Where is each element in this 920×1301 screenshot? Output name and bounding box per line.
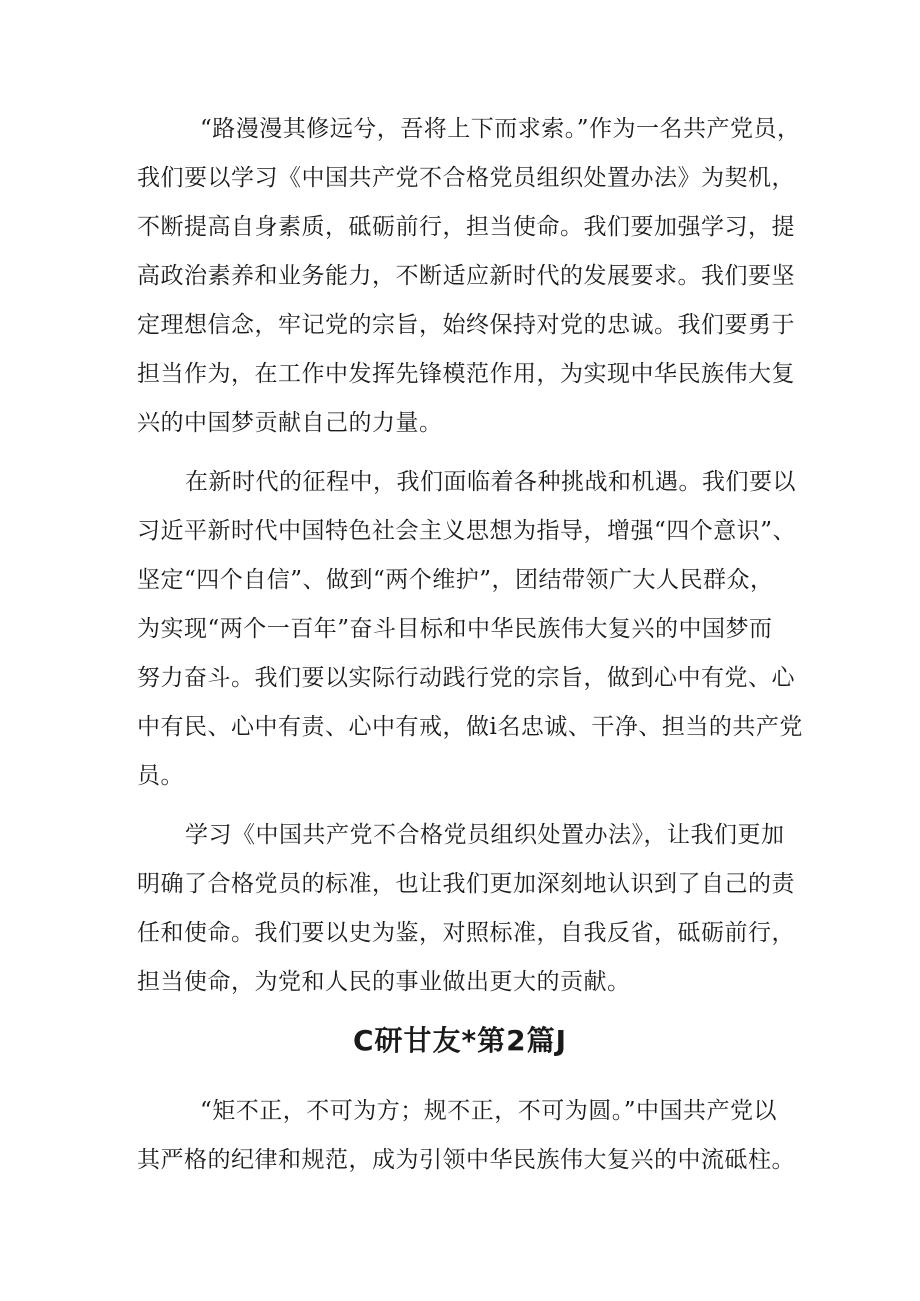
paragraph-line: 任和使命。我们要以史为鉴，对照标准，自我反省，砥砺前行， <box>137 920 795 946</box>
paragraph-line: 兴的中国梦贡献自己的力量。 <box>137 410 443 436</box>
paragraph-line: 中有民、心中有责、心中有戒，做i名忠诚、干净、担当的共产党 <box>137 714 803 740</box>
paragraph-line: 明确了合格党员的标准，也让我们更加深刻地认识到了自己的责 <box>137 871 795 897</box>
paragraph-line: 学习《中国共产党不合格党员组织处置办法》，让我们更加 <box>185 822 785 848</box>
paragraph-line: 员。 <box>137 763 184 789</box>
paragraph-line: 不断提高自身素质，砥砺前行，担当使命。我们要加强学习，提 <box>137 214 795 240</box>
paragraph-line: 担当作为，在工作中发挥先锋模范作用，为实现中华民族伟大复 <box>137 361 795 387</box>
paragraph-line: 在新时代的征程中，我们面临着各种挑战和机遇。我们要以 <box>185 469 796 495</box>
paragraph-line: 坚定“四个自信”、做到“两个维护”，团结带领广大人民群众， <box>137 567 774 593</box>
paragraph-line: “路漫漫其修远兮，吾将上下而求索。”作为一名共产党员， <box>200 116 801 142</box>
section-heading: C研甘友*第2篇J <box>352 1024 568 1057</box>
paragraph-line: 其严格的纪律和规范，成为引领中华民族伟大复兴的中流砥柱。 <box>137 1147 795 1173</box>
paragraph-line: 习近平新时代中国特色社会主义思想为指导，增强“四个意识”、 <box>137 518 797 544</box>
paragraph-line: 为实现“两个一百年”奋斗目标和中华民族伟大复兴的中国梦而 <box>137 616 773 642</box>
paragraph-line: 定理想信念，牢记党的宗旨，始终保持对党的忠诚。我们要勇于 <box>137 312 795 338</box>
paragraph-line: 高政治素养和业务能力，不断适应新时代的发展要求。我们要坚 <box>137 263 795 289</box>
paragraph-line: 我们要以学习《中国共产党不合格党员组织处置办法》为契机， <box>137 165 795 191</box>
paragraph-line: 担当使命，为党和人民的事业做出更大的贡献。 <box>137 969 631 995</box>
paragraph-line: “矩不正，不可为方；规不正，不可为圆。”中国共产党以 <box>200 1098 778 1124</box>
paragraph-line: 努力奋斗。我们要以实际行动践行党的宗旨，做到心中有党、心 <box>137 665 795 691</box>
